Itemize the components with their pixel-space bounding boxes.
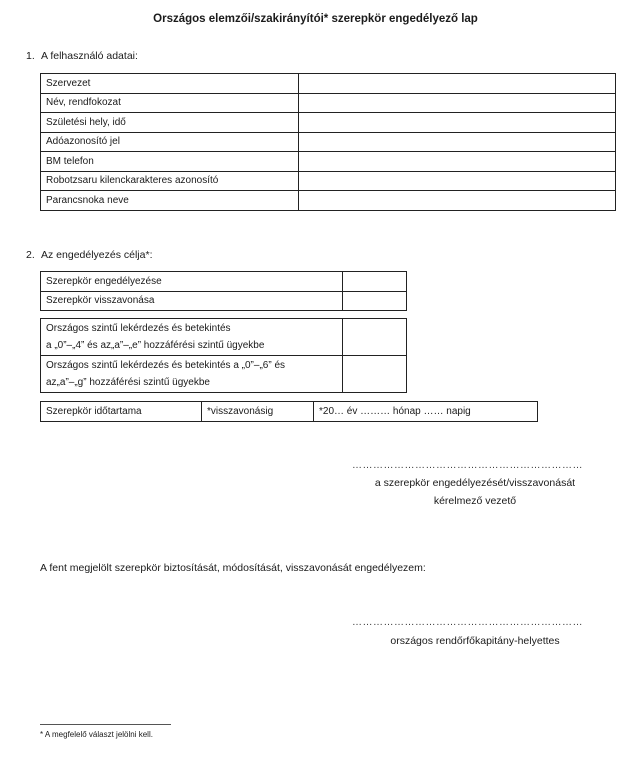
user-data-label: Születési hely, idő [41,113,299,133]
user-data-label: BM telefon [41,152,299,172]
user-data-label: Szervezet [41,74,299,94]
duration-until-revoked-option[interactable]: *visszavonásig [202,402,314,422]
role-action-label: Szerepkör engedélyezése [41,272,343,292]
access-scope-label-line2: az„a”–„g” hozzáférési szintű ügyekbe [46,377,210,388]
user-data-row [41,132,616,152]
access-scope-table [40,318,407,393]
signature-1-caption-line2: kérelmező vezető [433,495,517,507]
signature-1-caption [340,474,610,510]
role-duration-table [40,401,538,422]
access-scope-label-line1: Országos szintű lekérdezés és betekintés a „0”–„6” és [46,360,285,371]
user-data-field[interactable] [299,74,616,94]
access-scope-row [41,319,407,356]
duration-until-date-option[interactable]: *20… év ……… hónap …… napig [314,402,538,422]
user-data-field[interactable] [299,132,616,152]
footnote: * A megfelelő választ jelölni kell. [40,730,153,739]
access-scope-row [41,356,407,393]
section-2-heading-text: Az engedélyezés célja*: [41,249,153,261]
access-scope-checkbox[interactable] [343,356,407,393]
user-data-row [41,93,616,113]
access-scope-label-line2: a „0”–„4” és az„a”–„e” hozzáférési szintű ügyekbe [46,340,265,351]
duration-row [41,402,538,422]
section-2-heading [26,249,153,261]
section-1-number: 1. [26,50,35,62]
role-action-checkbox[interactable] [343,272,407,292]
section-1-heading [26,50,138,62]
user-data-field[interactable] [299,152,616,172]
signature-1-line: ………………………………………………………… [352,460,583,471]
signature-2-line: ………………………………………………………… [352,617,583,628]
approval-statement: A fent megjelölt szerepkör biztosítását, módosítását, visszavonását engedélyezem: [40,562,426,574]
user-data-table [40,73,616,211]
access-scope-label-line1: Országos szintű lekérdezés és betekintés [46,323,231,334]
duration-label: Szerepkör időtartama [41,402,202,422]
user-data-field[interactable] [299,191,616,211]
role-action-label: Szerepkör visszavonása [41,291,343,311]
user-data-row [41,171,616,191]
footnote-divider [40,724,171,725]
role-action-checkbox[interactable] [343,291,407,311]
user-data-label: Robotzsaru kilenckarakteres azonosító [41,171,299,191]
signature-1-caption-line1: a szerepkör engedélyezését/visszavonását [374,477,576,489]
user-data-field[interactable] [299,171,616,191]
role-action-row [41,272,407,292]
role-action-table [40,271,407,311]
user-data-row [41,191,616,211]
user-data-row [41,152,616,172]
user-data-field[interactable] [299,113,616,133]
user-data-label: Parancsnoka neve [41,191,299,211]
user-data-label: Név, rendfokozat [41,93,299,113]
access-scope-label [41,356,343,393]
user-data-row [41,113,616,133]
access-scope-checkbox[interactable] [343,319,407,356]
user-data-field[interactable] [299,93,616,113]
access-scope-label [41,319,343,356]
section-2-number: 2. [26,249,35,261]
role-action-row [41,291,407,311]
section-1-heading-text: A felhasználó adatai: [41,50,138,62]
user-data-label: Adóazonosító jel [41,132,299,152]
user-data-row [41,74,616,94]
signature-2-caption: országos rendőrfőkapitány-helyettes [390,635,560,647]
form-title: Országos elemzői/szakirányítói* szerepkör engedélyező lap [153,13,478,25]
